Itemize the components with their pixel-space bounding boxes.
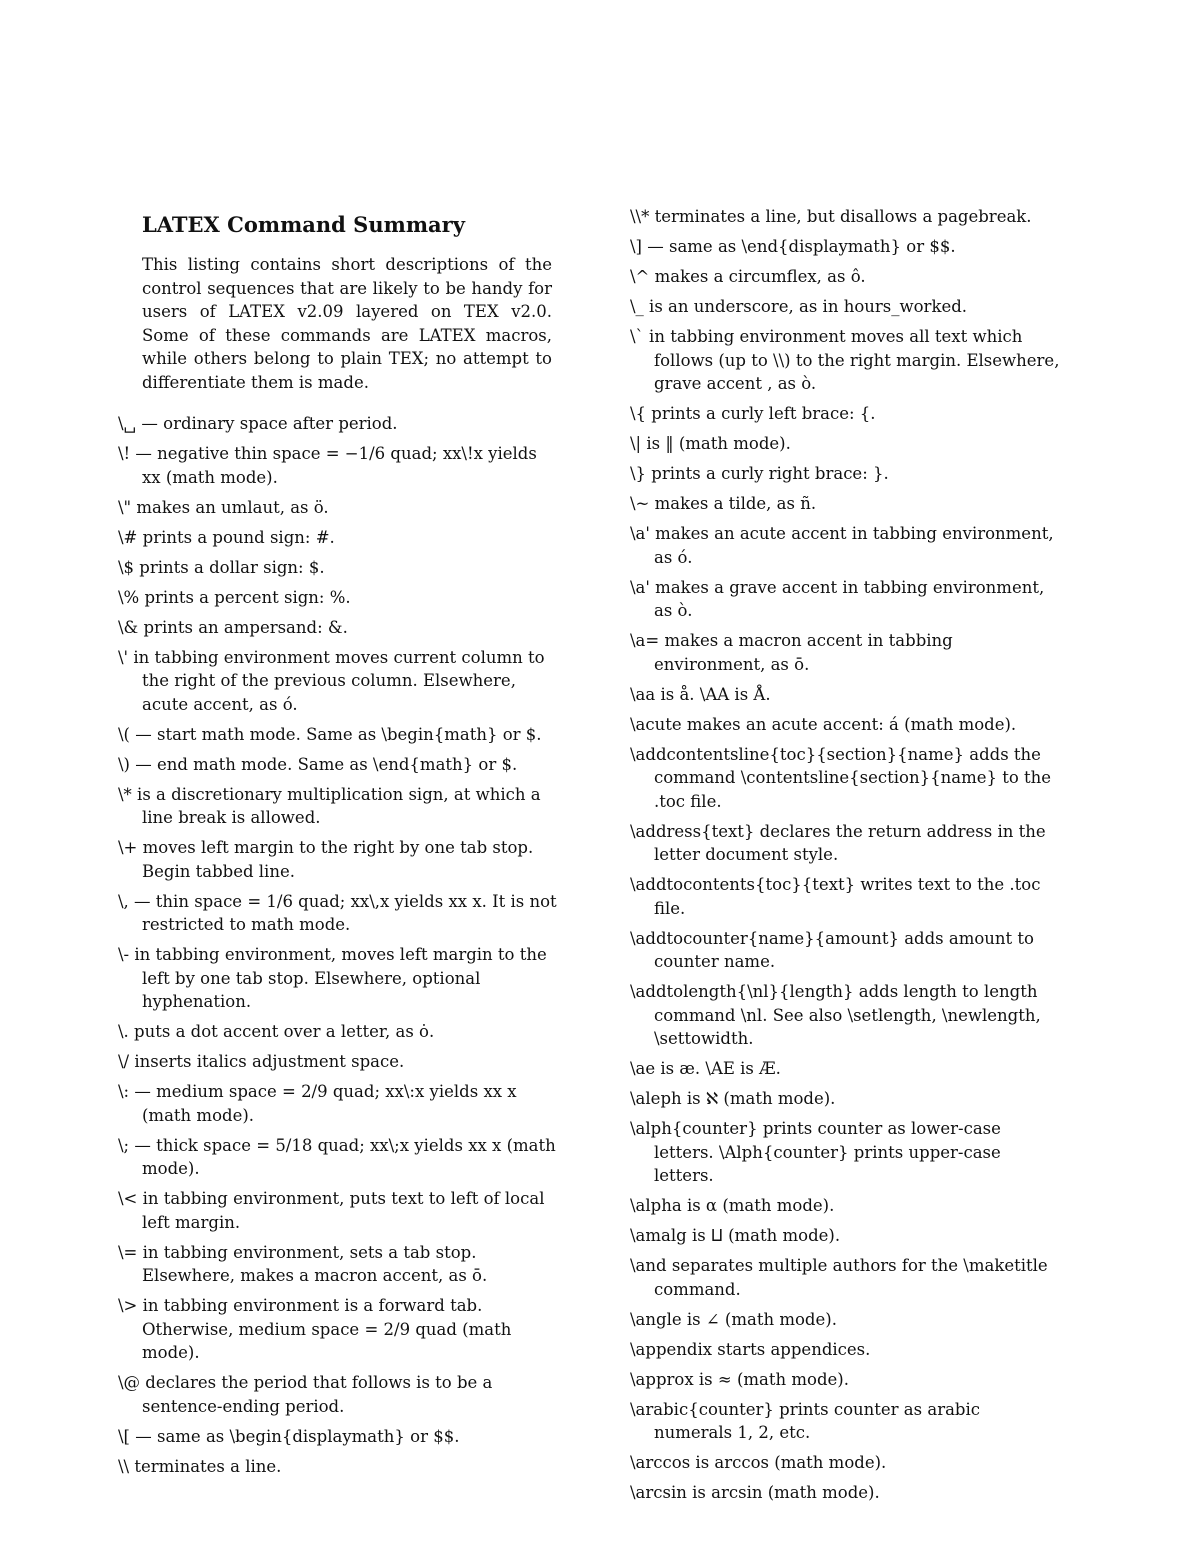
intro-paragraph: This listing contains short descriptions of the control sequences that are likely to be handy for users of LATEX v2.09 layered on TEX v2.0. Some of these commands are LATEX macros, while others belong to plain TEX; no attempt to differentiate them is made. [142,255,552,392]
command-entry: \^ makes a circumflex, as ô. [630,267,866,286]
command-entry: \) — end math mode. Same as \end{math} or $. [118,754,518,774]
left-entry-list [118,412,558,1478]
command-entry: \" makes an umlaut, as ö. [118,497,329,517]
command-entry: \, — thin space = 1/6 quad; xx\,x yields xx x. It is not restricted to math mode. [118,891,557,934]
command-entry: \and separates multiple authors for the \maketitle command. [630,1256,1048,1299]
command-entry: \approx is ≈ (math mode). [630,1369,849,1389]
command-entry: \: — medium space = 2/9 quad; xx\:x yields xx x (math mode). [118,1082,517,1125]
command-entry: \addcontentsline{toc}{section}{name} adds the command \contentsline{section}{name} to the .toc file. [630,744,1052,811]
command-entry: \ae is æ. \AE is Æ. [630,1059,781,1078]
command-entry: \| is ‖ (math mode). [630,434,791,453]
command-entry: \- in tabbing environment, moves left margin to the left by one tab stop. Elsewhere, optional hyphenation. [118,945,547,1011]
command-entry: \@ declares the period that follows is to be a sentence-ending period. [118,1373,493,1416]
command-entry: \= in tabbing environment, sets a tab stop. Elsewhere, makes a macron accent, as ō. [118,1242,488,1285]
command-entry: \~ makes a tilde, as ñ. [630,494,817,513]
command-entry: \. puts a dot accent over a letter, as ȯ. [118,1022,435,1041]
command-entry: \aleph is ℵ (math mode). [630,1089,836,1108]
command-entry: \] — same as \end{displaymath} or $$. [630,237,956,256]
command-entry: \< in tabbing environment, puts text to left of local left margin. [118,1189,545,1232]
command-entry: \{ prints a curly left brace: {. [630,404,876,423]
command-entry: \angle is ∠ (math mode). [630,1309,837,1329]
right-column [630,205,1060,1511]
command-entry: \# prints a pound sign: #. [118,527,335,547]
command-entry: \$ prints a dollar sign: $. [118,557,325,577]
command-entry: \[ — same as \begin{displaymath} or $$. [118,1426,460,1446]
command-entry: \\ terminates a line. [118,1456,282,1476]
right-entry-list [630,205,1060,1505]
command-entry: \% prints a percent sign: %. [118,587,351,607]
command-entry: \( — start math mode. Same as \begin{math} or $. [118,724,542,744]
command-entry: \& prints an ampersand: &. [118,617,348,637]
command-entry: \acute makes an acute accent: á (math mode). [630,714,1017,734]
command-entry: \* is a discretionary multiplication sign, at which a line break is allowed. [118,784,541,827]
command-entry: \arccos is arccos (math mode). [630,1453,887,1472]
command-entry: \a' makes a grave accent in tabbing environment, as ò. [630,577,1045,620]
command-entry: \a' makes an acute accent in tabbing environment, as ó. [630,524,1054,567]
command-entry: \' in tabbing environment moves current column to the right of the previous column. Elsewhere, acute accent, as ó. [118,647,545,714]
command-entry: \address{text} declares the return address in the letter document style. [630,821,1046,864]
command-entry: \` in tabbing environment moves all text which follows (up to \\) to the right margin. Elsewhere, grave accent , as ò. [630,327,1060,393]
command-entry: \alpha is α (math mode). [630,1196,835,1215]
command-entry: \} prints a curly right brace: }. [630,464,889,483]
command-entry: \; — thick space = 5/18 quad; xx\;x yields xx x (math mode). [118,1135,556,1178]
command-entry: \\* terminates a line, but disallows a pagebreak. [630,207,1032,226]
command-entry: \arcsin is arcsin (math mode). [630,1483,880,1502]
left-column [118,205,558,1485]
command-entry: \amalg is ⨿ (math mode). [630,1226,841,1245]
command-entry: \+ moves left margin to the right by one tab stop. Begin tabbed line. [118,838,534,881]
command-entry: \> in tabbing environment is a forward tab. Otherwise, medium space = 2/9 quad (math mode). [118,1296,512,1362]
command-entry: \addtocontents{toc}{text} writes text to the .toc file. [630,875,1041,918]
command-entry: \␣ — ordinary space after period. [118,414,398,433]
command-entry: \alph{counter} prints counter as lower-case letters. \Alph{counter} prints upper-case letters. [630,1119,1001,1185]
command-entry: \_ is an underscore, as in hours_worked. [630,297,968,316]
page-title: LATEX Command Summary [142,212,465,237]
command-entry: \addtocounter{name}{amount} adds amount to counter name. [630,928,1034,971]
command-entry: \arabic{counter} prints counter as arabic numerals 1, 2, etc. [630,1399,980,1442]
command-entry: \aa is å. \AA is Å. [630,684,771,704]
command-entry: \appendix starts appendices. [630,1339,871,1359]
command-entry: \addtolength{\nl}{length} adds length to length command \nl. See also \setlength, \newlength, \settowidth. [630,982,1041,1048]
command-entry: \! — negative thin space = −1/6 quad; xx\!x yields xx (math mode). [118,444,537,487]
command-entry: \a= makes a macron accent in tabbing environment, as ō. [630,631,953,674]
command-entry: \/ inserts italics adjustment space. [118,1052,405,1071]
